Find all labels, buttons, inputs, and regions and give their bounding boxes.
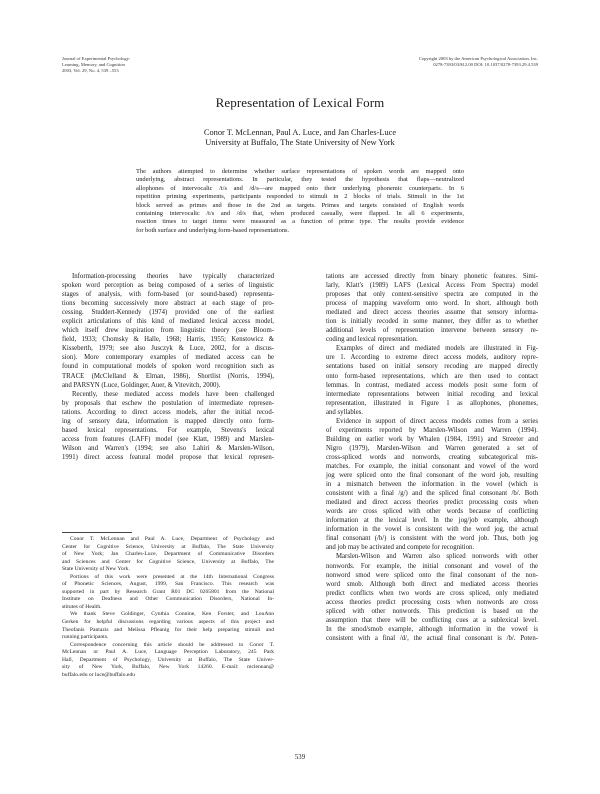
abstract — [136, 168, 464, 235]
body-text-line: words are cross spliced with other words because of conflicting — [326, 508, 538, 516]
body-text-line: jog were spliced onto the final consonant of the word job, resulting — [326, 472, 538, 480]
body-text-line: by proposals that eschew the postulation of intermediate represen- — [62, 399, 274, 407]
body-text-line: coding and lexical representation. — [326, 336, 418, 344]
body-text-line: tions becoming successively more abstract at each stage of pro- — [62, 300, 274, 308]
footnote-line: of Phonetic Sciences, August, 1999, San Francisco. This research was — [62, 581, 274, 588]
body-text-line: based lexical representations. For example, Stevens's lexical — [62, 426, 274, 434]
body-text-line: predict conflicts when two words are cross spliced, only mediated — [326, 589, 538, 597]
abstract-line: underlying, abstract representations. In particular, they tested the hypothesis that flaps—neutralized — [136, 176, 464, 184]
body-text-line: sion). More contemporary examples of mediated access can be — [62, 354, 274, 362]
body-text-line: tations are accessed directly from binary phonetic features. Simi- — [326, 273, 538, 280]
body-text-line: representation, illustrated in Figure 1 as allophones, phonemes, — [326, 399, 538, 407]
body-text-line: tations. According to direct access models, after the initial recod- — [62, 408, 274, 416]
footnote-line: We thank Steve Goldinger, Cynthia Connine, Ken Forster, and LouAnn — [70, 611, 274, 618]
footnote-line: and Sciences and Center for Cognitive Science, University at Buffalo, The — [62, 558, 274, 565]
footnote-line: buffalo.edu or luce@buffalo.edu — [62, 671, 135, 678]
abstract-line: block served as primes and those in the 2nd as targets. Primes and targets consisted of English words — [136, 201, 464, 209]
body-column-left — [62, 272, 274, 462]
body-text-line: and syllables. — [326, 408, 363, 416]
footnote-line: Hall, Department of Psychology, University at Buffalo, The State Univer- — [62, 656, 274, 663]
body-text-line: larly, Klatt's (1989) LAFS (Lexical Access From Spectra) model — [326, 282, 538, 290]
body-text-line: cross-spliced words and nonwords, creating subcategorical mis- — [326, 453, 538, 461]
body-column-right — [326, 272, 538, 643]
article-title: Representation of Lexical Form — [215, 95, 385, 110]
body-text-line: mediated and direct access theories predict processing costs when — [326, 499, 538, 507]
abstract-line: for both surface and underlying form-based representations. — [136, 226, 290, 234]
journal-header — [62, 56, 212, 75]
body-text-line: access theories predict processing costs when nonwords are cross — [326, 598, 538, 606]
footnote-line: Theofanis Pantazis and Melissa Pfleanig for their help preparing stimuli and — [62, 626, 274, 633]
body-text-line: cessing. Studdert-Kennedy (1974) provided one of the earliest — [62, 309, 274, 317]
footnote-line: Institute on Deafness and Other Communication Disorders, National In- — [62, 596, 274, 603]
body-text-line: Kisseberth, 1979; see also Jusczyk & Luce, 2002, for a discus- — [62, 345, 274, 353]
body-text-line: ing of sensory data, information is mapped directly onto form- — [62, 417, 274, 425]
body-text-line: In the smod/smob example, although information in the vowel is — [326, 625, 538, 633]
body-text-line: Wilson and Warren's (1994; see also Lahiri & Marslen-Wilson, — [62, 444, 274, 452]
doi-line: 0278-7393/03/$12.00 DOI: 10.1037/0278-7393.29.4.539 — [433, 62, 538, 68]
body-text-line: which itself drew inspiration from linguistic theory (see Bloom- — [62, 327, 274, 335]
body-text-line: onto form-based representations, which are then used to contact — [326, 372, 538, 380]
body-text-line: of experiments reported by Marslen-Wilson and Warren (1994). — [326, 426, 538, 434]
author-note — [62, 536, 274, 679]
body-text-line: 1991) direct access featural model propose that lexical represen- — [62, 453, 274, 461]
body-text-line: Marslen-Wilson and Warren also spliced nonwords with other — [336, 553, 538, 561]
body-text-line: spoken word perception as being composed of a series of linguistic — [62, 282, 274, 290]
body-text-line: information at the lexical level. In the jog/job example, although — [326, 517, 538, 525]
body-text-line: ure 1. According to extreme direct access models, auditory repre- — [326, 354, 538, 362]
body-text-line: additional levels of representation intervene between sensory re- — [326, 327, 538, 335]
body-text-line: word smob. Although both direct and mediated access theories — [326, 580, 538, 588]
journal-name-line: Journal of Experimental Psychology: — [62, 56, 131, 61]
body-text-line: information in the vowel is consistent with the word jog, the actual — [326, 526, 538, 534]
author-affiliation: University at Buffalo, The State University of New York — [205, 138, 395, 147]
body-text-line: nonword smod were spliced onto the final consonant of the non- — [326, 571, 538, 579]
footnote-line: McLennan or Paul A. Luce, Language Perception Laboratory, 245 Park — [62, 649, 274, 656]
body-text-line: field, 1933; Chomsky & Halle, 1968; Harris, 1955; Kenstowicz & — [62, 336, 274, 344]
footnote-line: Conor T. McLennan and Paul A. Luce, Department of Psychology and — [70, 536, 274, 542]
body-text-line: spliced with other nonwords. This prediction is based on the — [326, 607, 538, 615]
footnote-line: of New York; Jan Charles-Luce, Department of Communicative Disorders — [62, 551, 274, 558]
body-text-line: Nigro (1979), Marslen-Wilson and Warren generated a set of — [326, 444, 538, 452]
footnote-line: State University of New York. — [62, 566, 130, 573]
body-text-line: found in computational models of spoken word recognition such as — [62, 363, 274, 371]
footnote-line: sity of New York, Buffalo, New York 14260. E-mail: mclennan@ — [62, 664, 274, 671]
footnote-line: Portions of this work were presented at the 14th International Congress — [70, 573, 274, 580]
footnote-line: Correspondence concerning this article should be addressed to Conor T. — [70, 641, 274, 648]
footnote-line: supported in part by Research Grant R01 DC 0265801 from the National — [62, 588, 274, 595]
body-text-line: in a mismatch between the information in the vowel (which is — [326, 481, 538, 489]
page-number: 539 — [294, 754, 306, 761]
body-text-line: consistent with a final /d/, the actual final consonant is /b/. Poten- — [326, 634, 538, 642]
copyright-line: Copyright 2003 by the American Psychological Association, Inc. — [418, 56, 538, 61]
abstract-line: The authors attempted to determine whether surface representations of spoken words are mapped onto — [136, 168, 464, 175]
footnote-line: stitutes of Health. — [62, 603, 102, 610]
body-text-line: Building on earlier work by Whalen (1984, 1991) and Streeter and — [326, 435, 538, 443]
body-text-line: lemmas. In contrast, mediated access models posit some form of — [326, 381, 538, 389]
body-text-line: matches. For example, the initial consonant and vowel of the word — [326, 462, 538, 470]
journal-volume-line: 2003, Vol. 29, No. 4, 539 –553 — [62, 68, 119, 74]
body-text-line: sentations based on initial sensory recoding are mapped directly — [326, 363, 538, 371]
body-text-line: assumption that there will be conflicting cues at a sublexical level. — [326, 616, 538, 624]
abstract-line: containing intervocalic /t/s and /d/s that, when produced casually, were flapped. In all 6 experiments, — [136, 210, 464, 218]
copyright-header — [318, 56, 538, 68]
body-text-line: explicit articulations of this kind of mediated lexical access model, — [62, 318, 274, 326]
body-text-line: Information-processing theories have typically characterized — [72, 273, 274, 280]
body-text-line: and PARSYN (Luce, Goldinger, Auer, & Vitevitch, 2000). — [62, 381, 221, 389]
body-text-line: tion is initially recoded in some manner, they differ as to whether — [326, 318, 538, 326]
author-block — [0, 128, 600, 148]
body-text-line: and job may be activated and compete for recognition. — [326, 544, 475, 552]
footnote-line: Center for Cognitive Science, University at Buffalo, The State University — [62, 543, 274, 550]
body-text-line: Evidence in support of direct access models comes from a series — [336, 417, 538, 425]
body-text-line: intermediate representations between initial recoding and lexical — [326, 390, 538, 398]
body-text-line: TRACE (McClelland & Elman, 1986), Shortlist (Norris, 1994), — [62, 372, 274, 380]
abstract-line: reaction times to target items were measured as a function of prime type. The results provide evidence — [136, 218, 464, 226]
body-text-line: consistent with a final /g/) and the spliced final consonant /b/. Both — [326, 490, 538, 498]
footnote-line: Gerken for helpful discussions regarding various aspects of this project and — [62, 619, 274, 626]
body-text-line: proposes that only context-sensitive spectra are computed in the — [326, 291, 538, 299]
body-text-line: nonwords. For example, the initial consonant and vowel of the — [326, 562, 538, 570]
body-text-line: stages of analysis, with form-based (or sound-based) representa- — [62, 291, 274, 299]
body-text-line: Examples of direct and mediated models are illustrated in Fig- — [336, 345, 538, 353]
footnote-rule — [62, 532, 132, 533]
body-text-line: process of mapping waveform onto word. In short, although both — [326, 300, 538, 308]
abstract-line: repetition priming experiments, participants responded to stimuli in 2 blocks of trials. Stimuli in the 1st — [136, 193, 464, 201]
body-text-line: Recently, these mediated access models have been challenged — [72, 390, 274, 398]
body-text-line: access from features (LAFF) model (see Klatt, 1989) and Marslen- — [62, 435, 274, 443]
abstract-line: allophones of intervocalic /t/s and /d/s—are mapped onto their underlying phonemic counterparts. In 6 — [136, 184, 464, 192]
journal-subtitle-line: Learning, Memory, and Cognition — [62, 62, 125, 68]
footnote-line: running participants. — [62, 634, 109, 641]
body-text-line: mediated and direct access theories assume that sensory informa- — [326, 309, 538, 317]
author-names: Conor T. McLennan, Paul A. Luce, and Jan Charles-Luce — [203, 128, 397, 137]
body-text-line: final consonant (/b/) is consistent with the word job. Thus, both jog — [326, 535, 538, 543]
